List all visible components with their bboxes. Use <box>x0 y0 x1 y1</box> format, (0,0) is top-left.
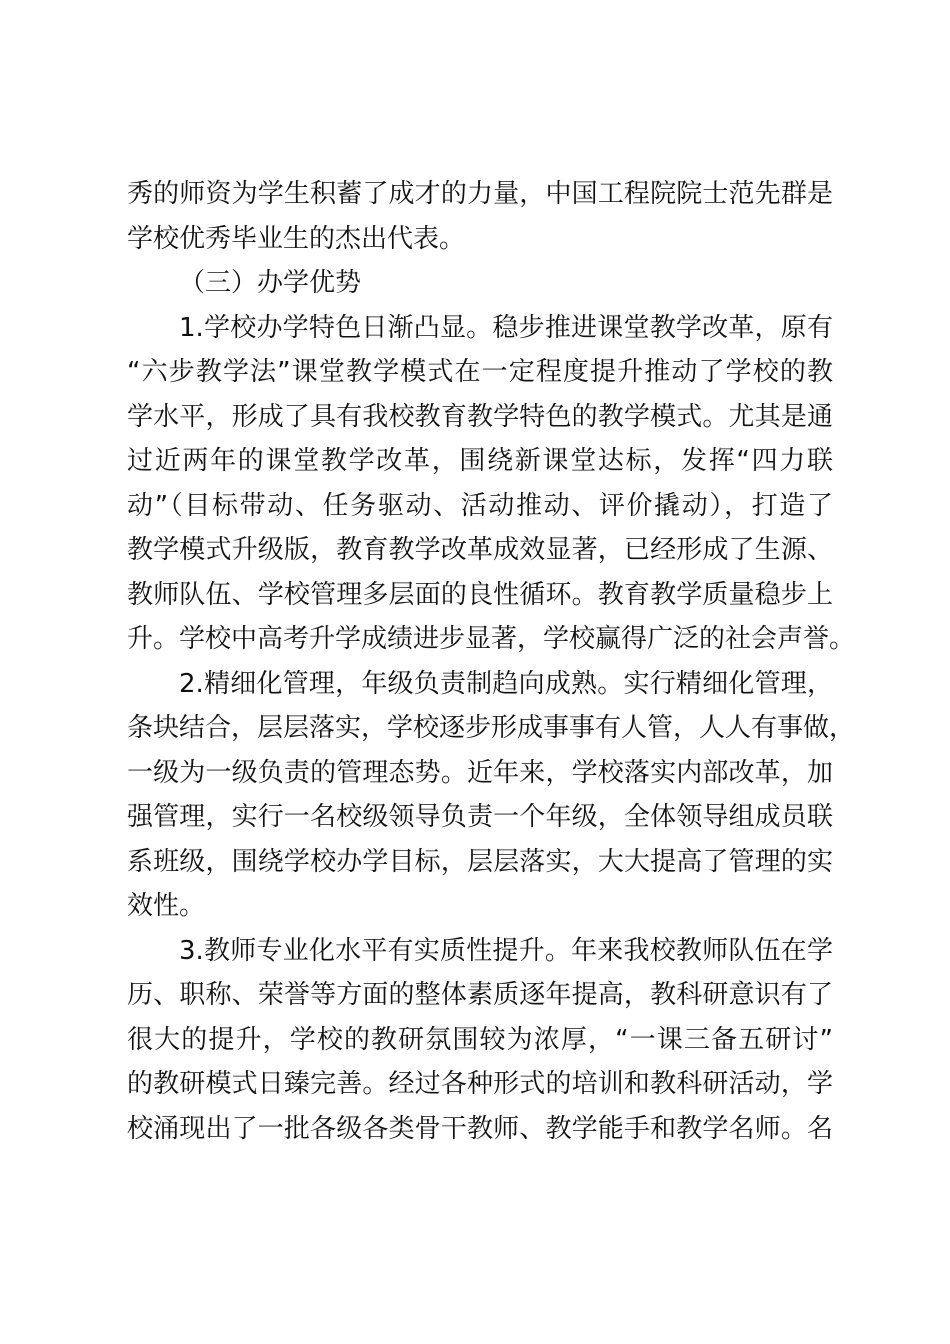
text-line: 秀的师资为学生积蓄了成才的力量，中国工程院院士范先群是 <box>127 179 833 209</box>
text-line: 2.精细化管理，年级负责制趋向成熟。实行精细化管理， <box>179 668 833 699</box>
text-line: 学校优秀毕业生的杰出代表。 <box>127 223 466 254</box>
text-line: 系班级，围绕学校办学目标，层层落实，大大提高了管理的实 <box>127 846 833 877</box>
body-text <box>127 172 856 1151</box>
text-line: 学水平，形成了具有我校教育教学特色的教学模式。尤其是通 <box>127 401 833 432</box>
text-line: 效性。 <box>127 891 206 921</box>
text-line: 3.教师专业化水平有实质性提升。年来我校教师队伍在学 <box>179 935 833 966</box>
text-line: 校涌现出了一批各级各类骨干教师、教学能手和教学名师。名 <box>127 1113 833 1144</box>
text-line: 很大的提升，学校的教研氛围较为浓厚，“一课三备五研讨” <box>127 1024 833 1055</box>
text-line: 教师队伍、学校管理多层面的良性循环。教育教学质量稳步上 <box>127 579 833 610</box>
text-line: 条块结合，层层落实，学校逐步形成事事有人管，人人有事做， <box>127 713 856 743</box>
text-line: 过近两年的课堂教学改革，围绕新课堂达标，发挥“四力联 <box>127 446 833 476</box>
text-line: 升。学校中高考升学成绩进步显著，学校赢得广泛的社会声誉。 <box>127 624 856 654</box>
text-line: 1.学校办学特色日渐凸显。稳步推进课堂教学改革，原有 <box>179 312 833 343</box>
text-line: 的教研模式日臻完善。经过各种形式的培训和教科研活动，学 <box>127 1069 833 1099</box>
text-line: 一级为一级负责的管理态势。近年来，学校落实内部改革，加 <box>127 757 833 788</box>
text-line: 历、职称、荣誉等方面的整体素质逐年提高，教科研意识有了 <box>127 980 833 1010</box>
text-line: 教学模式升级版，教育教学改革成效显著，已经形成了生源、 <box>127 535 833 565</box>
text-line: （三）办学优势 <box>179 268 362 298</box>
text-line: “六步教学法”课堂教学模式在一定程度提升推动了学校的教 <box>127 357 833 387</box>
text-line: 强管理，实行一名校级领导负责一个年级，全体领导组成员联 <box>127 802 833 832</box>
text-line: 动”（目标带动、任务驱动、活动推动、评价撬动），打造了 <box>127 490 833 521</box>
